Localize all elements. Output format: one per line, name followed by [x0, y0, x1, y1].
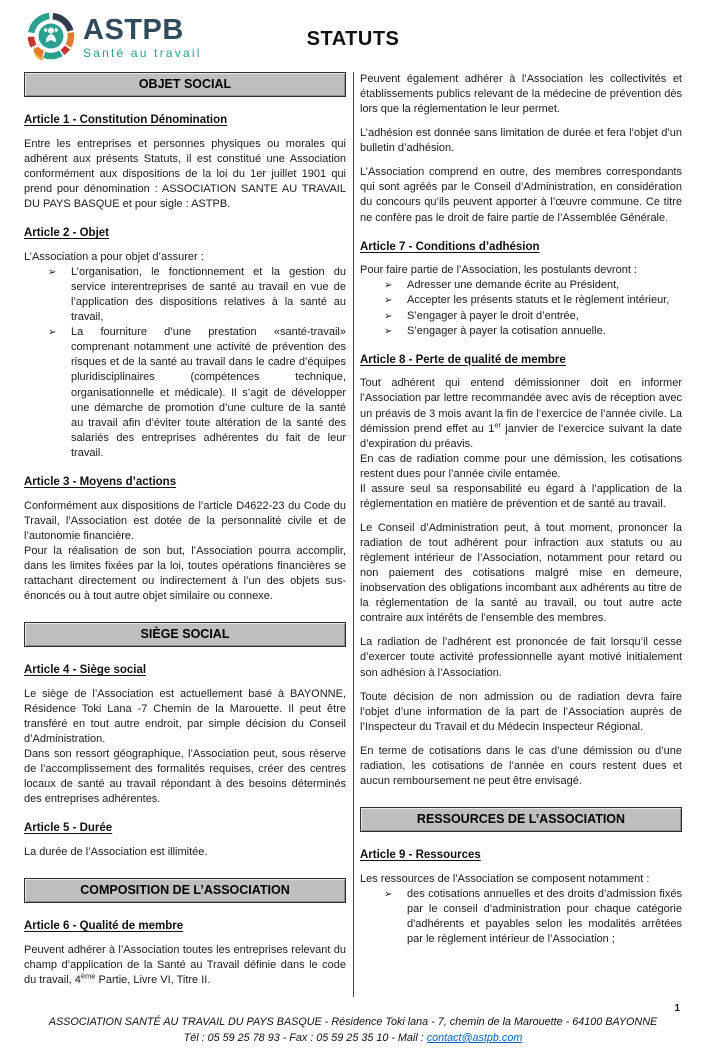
list-item — [384, 293, 682, 308]
article-8-paragraph: La radiation de l’adhérent est prononcée de fait lorsqu’il cesse d’exercer toute activité professionnelle ayant motivé initialement son adhésion à l’Association. — [360, 636, 682, 679]
arrow-bullet-icon: ➢ — [384, 295, 393, 307]
article-6-continuation-paragraph: L’adhésion est donnée sans limitation de durée et fera l’objet d’un bulletin d’adhésion. — [360, 127, 682, 155]
article-6-continuation-paragraph: L’Association comprend en outre, des membres correspondants qui sont agréés par le Conseil d’Administration, en considération du concours qu’ils peuvent apporter à l’œuvre commune. Ce titre ne confère pas le droit de faire partie de l’Assemblée Générale. — [360, 166, 682, 224]
article-3-paragraph: Pour la réalisation de son but, l’Association pourra accomplir, dans les limites fixées par la loi, toutes opérations financières se rattachant directement ou indirectement à l’un des objets sus-énoncés ou à tout autre objet similaire ou connexe. — [24, 544, 346, 602]
paragraph-text: Tout adhérent qui entend démissionner doit en informer l’Association par lettre recommandée avec avis de réception avec un préavis de 3 mois avant la fin de l’exercice de l’année civile. La démission prend effet au 1 — [360, 377, 682, 435]
list-item — [384, 324, 682, 339]
article-8-paragraph — [360, 376, 682, 451]
paragraph-text: janvier de l’exercice suivant la date d’expiration du préavis. — [360, 422, 682, 450]
right-column — [360, 72, 682, 997]
article-8-paragraph: Toute décision de non admission ou de radiation devra faire l’objet d’une information de la part de l’Association auprès de l’Inspecteur du Travail et du Médecin Inspecteur Régional. — [360, 690, 682, 733]
list-item-text: des cotisations annuelles et des droits d’admission fixés par le conseil d’administration pour chaque catégorie d'adhérents et payables selon les modalités arrêtées par le règlement intérieur de l’Association ; — [407, 887, 682, 946]
article-7-intro: Pour faire partie de l’Association, les postulants devront : — [360, 264, 637, 277]
page-number: 1 — [674, 1003, 680, 1015]
article-3-paragraph: Conformément aux dispositions de l’article D4622-23 du Code du Travail, l’Association est dotée de la personnalité civile et de l’autonomie financière. — [24, 499, 346, 542]
brand-name: ASTPB — [83, 13, 184, 46]
article-1-paragraph: Entre les entreprises et personnes physiques ou morales qui adhérent aux présents Statuts, il est constitué une Association conformément aux dispositions de la loi du 1er juillet 1901 qui prend pour dénomination : ASSOCIATION SANTE AU TRAVAIL DU PAYS BASQUE et pour sigle : ASTPB. — [24, 137, 346, 211]
article-2-bullet-list — [24, 265, 346, 461]
list-item-text: Adresser une demande écrite au Président, — [407, 279, 620, 292]
page-footer — [24, 1015, 682, 1046]
article-5-heading: Article 5 - Durée — [24, 822, 113, 835]
page-title: STATUTS — [306, 28, 400, 50]
footer-address-line: ASSOCIATION SANTÉ AU TRAVAIL DU PAYS BASQUE - Résidence Toki lana - 7, chemin de la Marouette - 64100 BAYONNE — [48, 1016, 658, 1029]
page-header — [24, 10, 682, 68]
article-7-bullet-list — [360, 278, 682, 338]
brand-tagline: Santé au travail — [83, 45, 202, 60]
article-9-bullet-list — [360, 887, 682, 947]
article-6-continuation-paragraph: Peuvent également adhérer à l’Association les collectivités et établissements publics relevant de la médecine de prévention dès lors que la réglementation le leur permet. — [360, 73, 682, 116]
email-link[interactable]: contact@astpb.com — [426, 1031, 523, 1044]
section-header-composition: COMPOSITION DE L’ASSOCIATION — [24, 878, 346, 903]
article-1-heading: Article 1 - Constitution Dénomination — [24, 114, 228, 127]
arrow-bullet-icon: ➢ — [384, 280, 393, 292]
arrow-bullet-icon: ➢ — [48, 267, 57, 278]
article-4-paragraph: Le siège de l’Association est actuellement basé à BAYONNE, Résidence Toki Lana -7 Chemin de la Marouette. Il peut être transféré en tout autre endroit, par simple décision du Conseil d’Administration. — [24, 687, 346, 746]
article-9-heading: Article 9 - Ressources — [360, 849, 481, 862]
list-item-text: Accepter les présents statuts et le règlement intérieur, — [407, 294, 670, 307]
list-item-text: L’organisation, le fonctionnement et la gestion du service interentreprises de santé au travail en vue de l’application des dispositions relatives à la santé au travail, — [71, 266, 346, 324]
section-header-objet-social: OBJET SOCIAL — [24, 72, 346, 97]
list-item — [384, 887, 682, 947]
footer-contact-line — [24, 1031, 682, 1047]
paragraph-text: Peuvent adhérer à l’Association toutes les entreprises relevant du champ d’application de la Santé au Travail définie dans le code du travail, 4 — [24, 944, 346, 987]
list-item — [48, 325, 346, 461]
article-8-paragraph: Le Conseil d’Administration peut, à tout moment, prononcer la radiation de tout adhérent pour infraction aux statuts ou au règlement intérieur de l’Association, notamment pour retard ou non paiement des cotisations malgré mise en demeure, inobservation des obligations incombant aux adhérents au titre de la réglementation de la santé au travail, ou tout autre acte contraire aux intérêts de l’ensemble des membres. — [360, 521, 682, 625]
list-item-text: La fourniture d’une prestation «santé-travail» comprenant notamment une activité de prévention des risques et de la santé au travail dans le cadre d’équipes pluridisciplinaires (compétences technique, organisationnelle et médicale). Il s’agit de développer une démarche de promotion d’une culture de la santé au travail afin d’éviter toute altération de la santé des salariés des entreprises adhérentes du fait de leur travail. — [71, 326, 346, 459]
arrow-bullet-icon: ➢ — [384, 888, 393, 900]
section-header-siege-social: SIÈGE SOCIAL — [24, 622, 346, 647]
article-2-heading: Article 2 - Objet — [24, 227, 109, 240]
arrow-bullet-icon: ➢ — [384, 325, 393, 337]
article-3-heading: Article 3 - Moyens d’actions — [24, 475, 177, 488]
article-8-paragraph: En terme de cotisations dans le cas d’une démission ou d’une radiation, les cotisations de l’année en cours restent dues et aucun remboursement ne peut être envisagé. — [360, 744, 682, 787]
arrow-bullet-icon: ➢ — [48, 327, 57, 339]
list-item — [48, 265, 346, 325]
list-item — [384, 278, 682, 293]
article-9-intro: Les ressources de l'Association se composent notamment : — [360, 872, 650, 885]
ordinal-superscript: er — [494, 419, 501, 429]
left-column — [24, 72, 346, 997]
article-7-heading: Article 7 - Conditions d’adhésion — [360, 240, 540, 253]
article-6-paragraph — [24, 943, 346, 988]
article-5-paragraph: La durée de l’Association est illimitée. — [24, 846, 208, 859]
article-8-paragraph: Il assure seul sa responsabilité eu égard à l’application de la réglementation en matière de prévention et de santé au travail. — [360, 482, 682, 510]
list-item-text: S’engager à payer le droit d’entrée, — [407, 309, 579, 322]
article-2-intro: L’Association a pour objet d’assurer : — [24, 250, 204, 263]
article-8-heading: Article 8 - Perte de qualité de membre — [360, 353, 566, 366]
list-item-text: S’engager à payer la cotisation annuelle. — [407, 324, 606, 337]
paragraph-text: Partie, Livre VI, Titre II. — [95, 974, 211, 987]
arrow-bullet-icon: ➢ — [384, 310, 393, 322]
article-4-heading: Article 4 - Siège social — [24, 664, 147, 677]
list-item — [384, 309, 682, 324]
article-6-heading: Article 6 - Qualité de membre — [24, 920, 184, 933]
article-4-paragraph: Dans son ressort géographique, l’Association peut, sous réserve de l’accomplissement des formalités requises, créer des centres locaux de santé au travail répondant à des besoins déterminés des entreprises adhérentes. — [24, 748, 346, 806]
column-divider — [353, 72, 354, 997]
article-8-paragraph: En cas de radiation comme pour une démission, les cotisations restent dues pour l’année civile entamée. — [360, 452, 682, 480]
footer-contact-text: Tél : 05 59 25 78 93 - Fax : 05 59 25 35 10 - Mail : — [183, 1031, 427, 1044]
two-column-body — [24, 72, 682, 997]
section-header-ressources: RESSOURCES DE L’ASSOCIATION — [360, 807, 682, 832]
ordinal-superscript: ème — [80, 971, 96, 981]
